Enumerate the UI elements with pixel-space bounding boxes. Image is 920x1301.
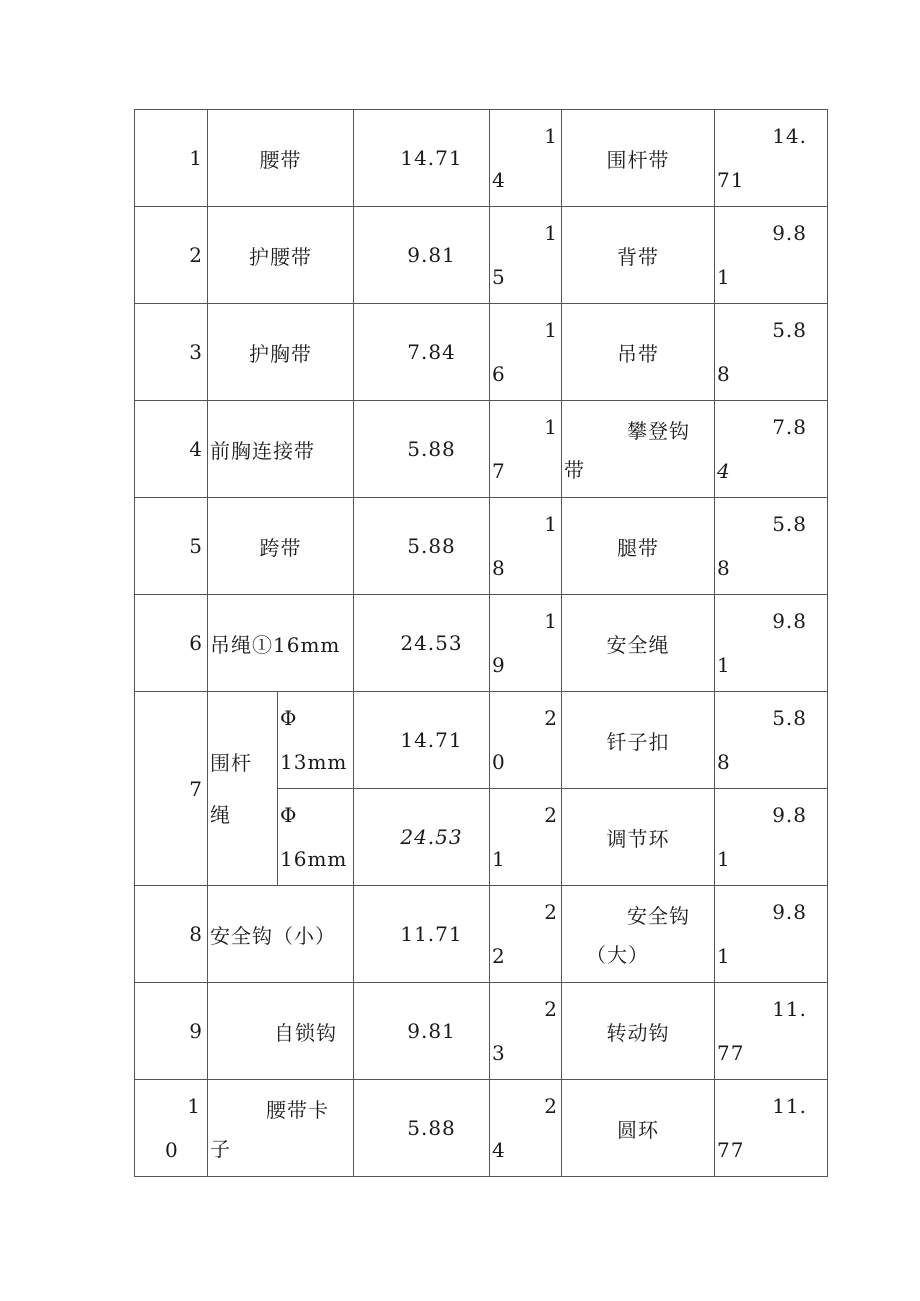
item-name: 腰带 (208, 110, 354, 207)
item-value: 9.81 (354, 983, 490, 1080)
item-value: 14.71 (354, 692, 490, 789)
table-row (135, 110, 828, 207)
item-name: 跨带 (208, 498, 354, 595)
row-number: 3 (135, 304, 208, 401)
item-name-right: 调节环 (562, 789, 715, 886)
item-name-merged (208, 692, 278, 886)
row-number: 5 (135, 498, 208, 595)
item-name: 围杆绳 (210, 750, 252, 827)
item-name: 自锁钩 (208, 983, 354, 1080)
table-row (135, 886, 828, 983)
item-name-right: 钎子扣 (562, 692, 715, 789)
strength-table (134, 109, 828, 1177)
row-number-right: 1 7 (490, 401, 562, 498)
item-name: 吊绳①16mm (208, 595, 354, 692)
item-value-right: 9.8 1 (715, 789, 828, 886)
row-number-right: 2 4 (490, 1080, 562, 1177)
row-number: 9 (135, 983, 208, 1080)
item-value: 11.71 (354, 886, 490, 983)
row-number-right: 1 4 (490, 110, 562, 207)
row-number: 7 (135, 692, 208, 886)
item-value: 7.84 (354, 304, 490, 401)
item-value-right: 7.8 4 (715, 401, 828, 498)
item-name: 安全钩（小） (208, 886, 354, 983)
table-row (135, 401, 828, 498)
item-value: 5.88 (354, 498, 490, 595)
item-value-right: 11. 77 (715, 1080, 828, 1177)
item-name: 护腰带 (208, 207, 354, 304)
row-number-right: 2 1 (490, 789, 562, 886)
table-row (135, 595, 828, 692)
item-name-right: 背带 (562, 207, 715, 304)
item-value: 5.88 (354, 401, 490, 498)
item-name: 腰带卡 子 (208, 1080, 354, 1177)
item-name-right: 安全钩 （大） (562, 886, 715, 983)
item-value-right: 14. 71 (715, 110, 828, 207)
item-value-right: 5.8 8 (715, 498, 828, 595)
table-row (135, 304, 828, 401)
item-name-right: 安全绳 (562, 595, 715, 692)
row-number-right: 1 6 (490, 304, 562, 401)
row-number-right: 1 9 (490, 595, 562, 692)
item-value-right: 5.8 8 (715, 692, 828, 789)
row-number: 4 (135, 401, 208, 498)
row-number-right: 2 0 (490, 692, 562, 789)
row-number: 6 (135, 595, 208, 692)
item-name-right: 圆环 (562, 1080, 715, 1177)
item-name: 护胸带 (208, 304, 354, 401)
row-number: 1 0 (135, 1080, 208, 1177)
table-row (135, 692, 828, 789)
table-row (135, 983, 828, 1080)
item-name-right: 吊带 (562, 304, 715, 401)
row-number: 2 (135, 207, 208, 304)
item-value-right: 9.8 1 (715, 207, 828, 304)
item-name-right: 腿带 (562, 498, 715, 595)
row-number-right: 2 3 (490, 983, 562, 1080)
item-spec: Φ 13mm (278, 692, 354, 789)
table-row (135, 207, 828, 304)
item-value-right: 9.8 1 (715, 886, 828, 983)
item-value-right: 5.8 8 (715, 304, 828, 401)
table-row (135, 498, 828, 595)
item-name-right: 攀登钩 带 (562, 401, 715, 498)
item-value: 5.88 (354, 1080, 490, 1177)
item-value: 9.81 (354, 207, 490, 304)
row-number-right: 1 5 (490, 207, 562, 304)
row-number: 8 (135, 886, 208, 983)
row-number-right: 2 2 (490, 886, 562, 983)
item-spec: Φ 16mm (278, 789, 354, 886)
item-name-right: 转动钩 (562, 983, 715, 1080)
row-number-right: 1 8 (490, 498, 562, 595)
item-name-right: 围杆带 (562, 110, 715, 207)
item-value: 24.53 (354, 595, 490, 692)
item-value-right: 11. 77 (715, 983, 828, 1080)
item-value: 24.53 (354, 789, 490, 886)
item-value-right: 9.8 1 (715, 595, 828, 692)
table-row (135, 1080, 828, 1177)
row-number: 1 (135, 110, 208, 207)
item-name: 前胸连接带 (208, 401, 354, 498)
item-value: 14.71 (354, 110, 490, 207)
